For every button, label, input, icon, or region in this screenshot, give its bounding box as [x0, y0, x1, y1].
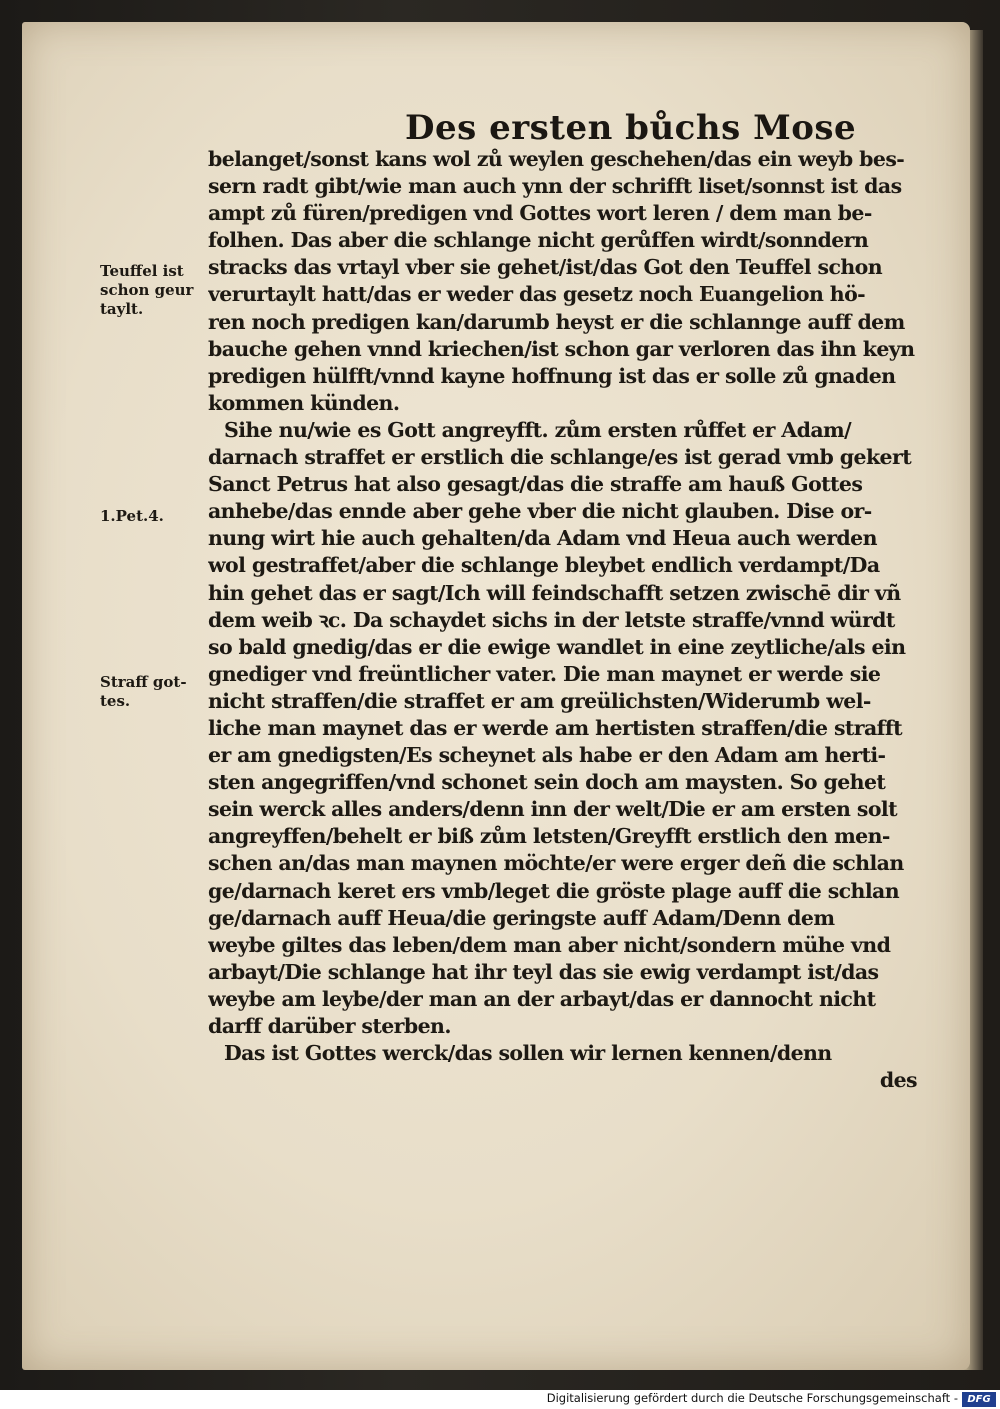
marginal-note [100, 673, 187, 711]
text-line: sten angegriffen/vnd schonet sein doch am maysten. So gehet [208, 770, 886, 795]
text-line: weybe am leybe/der man an der arbayt/das er dannocht nicht [208, 986, 876, 1011]
text-line: nung wirt hie auch gehalten/da Adam vnd Heua auch werden [208, 526, 877, 551]
text-line: liche man maynet das er werde am hertisten straffen/die strafft [208, 715, 902, 740]
marginal-note-line: taylt. [100, 300, 144, 318]
text-line: schen an/das man maynen möchte/er were erger deñ die schlan [208, 851, 904, 876]
marginal-note-line: Teuffel ist [100, 262, 184, 280]
dfg-logo: DFG [962, 1392, 996, 1407]
text-line: so bald gnedig/das er die ewige wandlet in eine zeytliche/als ein [208, 634, 906, 659]
text-line: sern radt gibt/wie man auch ynn der schrifft liset/sonnst ist das [208, 174, 902, 199]
text-line: predigen hülfft/vnnd kayne hoffnung ist das er solle zů gnaden [208, 363, 896, 388]
footer-credit: Digitalisierung gefördert durch die Deutsche Forschungsgemeinschaft - [546, 1391, 958, 1405]
text-line: darff darüber sterben. [208, 1014, 451, 1038]
text-line: bauche gehen vnnd kriechen/ist schon gar verloren das ihn keyn [208, 336, 915, 361]
text-line: verurtaylt hatt/das er weder das gesetz noch Euangelion hö- [208, 282, 866, 307]
running-head: Des ersten bůchs Mose [405, 108, 857, 148]
text-line: wol gestraffet/aber die schlange bleybet endlich verdampt/Da [208, 553, 880, 578]
text-line: ampt zů füren/predigen vnd Gottes wort leren / dem man be- [208, 201, 872, 226]
text-line: ge/darnach auff Heua/die geringste auff Adam/Denn dem [208, 905, 835, 930]
text-line: hin gehet das er sagt/Ich will feindschafft setzen zwischē dir vñ [208, 580, 901, 605]
text-line: gnediger vnd freüntlicher vater. Die man maynet er werde sie [208, 661, 881, 686]
text-line: er am gnedigsten/Es scheynet als habe er den Adam am herti- [208, 743, 886, 768]
text-line: Das ist Gottes werck/das sollen wir lernen kennen/denn [224, 1041, 832, 1066]
marginal-note [100, 507, 164, 526]
marginal-note [100, 262, 193, 319]
text-line: stracks das vrtayl vber sie gehet/ist/das Got den Teuffel schon [208, 255, 883, 280]
text-line: dem weib ꝛc. Da schaydet sichs in der letste straffe/vnnd würdt [208, 607, 895, 632]
marginal-note-line: 1.Pet.4. [100, 507, 164, 525]
text-line: angreyffen/behelt er biß zům letsten/Greyfft erstlich den men- [208, 824, 890, 849]
text-line: weybe giltes das leben/dem man aber nicht/sondern mühe vnd [208, 932, 891, 957]
body-text [208, 146, 923, 1094]
text-line: kommen künden. [208, 390, 400, 415]
marginal-note-line: schon geur [100, 281, 194, 299]
catchword: des [879, 1068, 917, 1093]
text-line: folhen. Das aber die schlange nicht gerůffen wirdt/sonndern [208, 228, 869, 253]
text-line: sein werck alles anders/denn inn der welt/Die er am ersten solt [208, 797, 897, 822]
text-line: nicht straffen/die straffet er am greülichsten/Widerumb wel- [208, 688, 871, 713]
text-line: arbayt/Die schlange hat ihr teyl das sie ewig verdampt ist/das [208, 959, 879, 984]
text-line: ren noch predigen kan/darumb heyst er die schlannge auff dem [208, 309, 905, 334]
marginal-note-line: tes. [100, 692, 131, 710]
marginal-note-line: Straff got- [100, 673, 187, 691]
text-line: anhebe/das ennde aber gehe vber die nicht glauben. Dise or- [208, 499, 872, 524]
text-line: Sihe nu/wie es Gott angreyfft. zům ersten růffet er Adam/ [224, 417, 852, 442]
text-line: ge/darnach keret ers vmb/leget die gröste plage auff die schlan [208, 878, 900, 903]
text-line: belanget/sonst kans wol zů weylen geschehen/das ein weyb bes- [208, 147, 905, 171]
text-line: Sanct Petrus hat also gesagt/das die straffe am hauß Gottes [208, 472, 863, 497]
text-line: darnach straffet er erstlich die schlange/es ist gerad vmb gekert [208, 445, 912, 470]
